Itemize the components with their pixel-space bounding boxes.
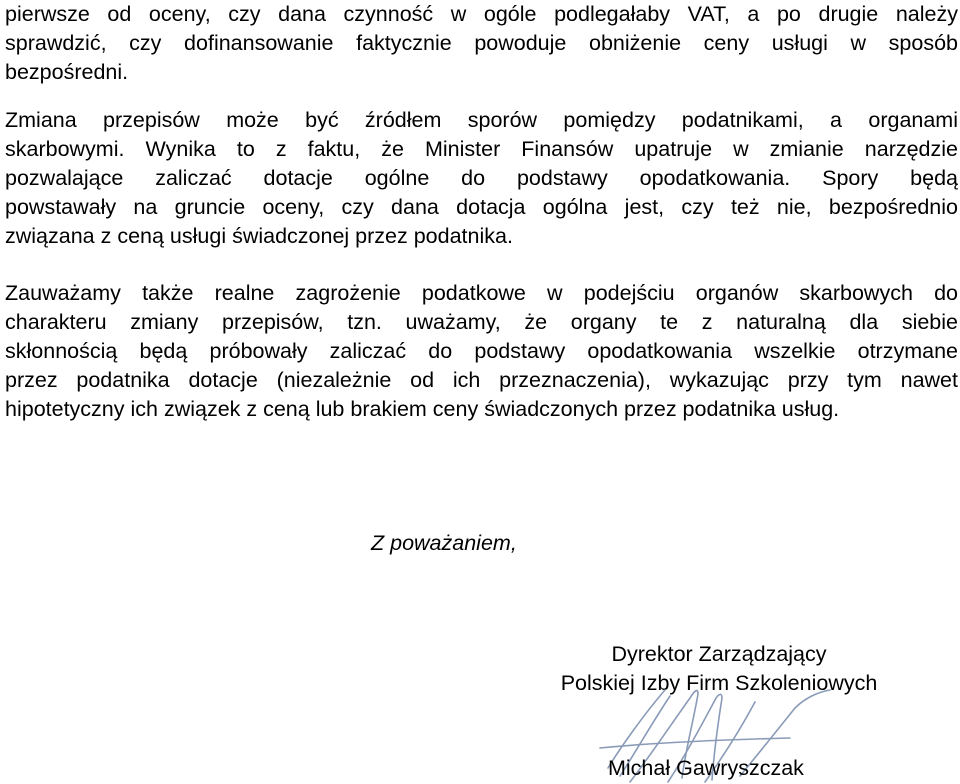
paragraph-line: skarbowymi. Wynika to z faktu, że Minister Finansów upatruje w zmianie narzędzie [5, 137, 958, 161]
paragraph-line: związana z ceną usługi świadczonej przez podatnika. [5, 224, 513, 248]
paragraph-line: skłonnością będą próbowały zaliczać do podstawy opodatkowania wszelkie otrzymane [5, 339, 958, 363]
paragraph-line: przez podatnika dotacje (niezależnie od ich przeznaczenia), wykazując przy tym nawet [5, 368, 958, 392]
paragraph-line: pierwsze od oceny, czy dana czynność w ogóle podlegałaby VAT, a po drugie należy [5, 2, 958, 26]
signatory-name: Michał Gawryszczak [608, 756, 804, 780]
paragraph-disputes [5, 106, 958, 251]
paragraph-line: pozwalające zaliczać dotacje ogólne do podstawy opodatkowania. Spory będą [5, 166, 958, 190]
paragraph-tax-risk [5, 279, 958, 424]
letter-page [5, 0, 958, 784]
paragraph-line: charakteru zmiany przepisów, tzn. uważamy, że organy te z naturalną dla siebie [5, 310, 958, 334]
signatory-title-line-1: Dyrektor Zarządzający [611, 642, 827, 666]
closing-salutation: Z poważaniem, [371, 531, 517, 555]
paragraph-line: powstawały na gruncie oceny, czy dana dotacja ogólna jest, czy też nie, bezpośrednio [5, 195, 958, 219]
paragraph-line: hipotetyczny ich związek z ceną lub brakiem ceny świadczonych przez podatnika usług. [5, 397, 840, 421]
signatory-title-line-2: Polskiej Izby Firm Szkoleniowych [560, 671, 878, 695]
paragraph-line: sprawdzić, czy dofinansowanie faktycznie powoduje obniżenie ceny usługi w sposób [5, 31, 958, 55]
paragraph-vat-assessment [5, 0, 958, 87]
paragraph-line: Zmiana przepisów może być źródłem sporów pomiędzy podatnikami, a organami [5, 108, 958, 132]
paragraph-line: Zauważamy także realne zagrożenie podatkowe w podejściu organów skarbowych do [5, 281, 958, 305]
paragraph-line: bezpośredni. [5, 60, 129, 84]
